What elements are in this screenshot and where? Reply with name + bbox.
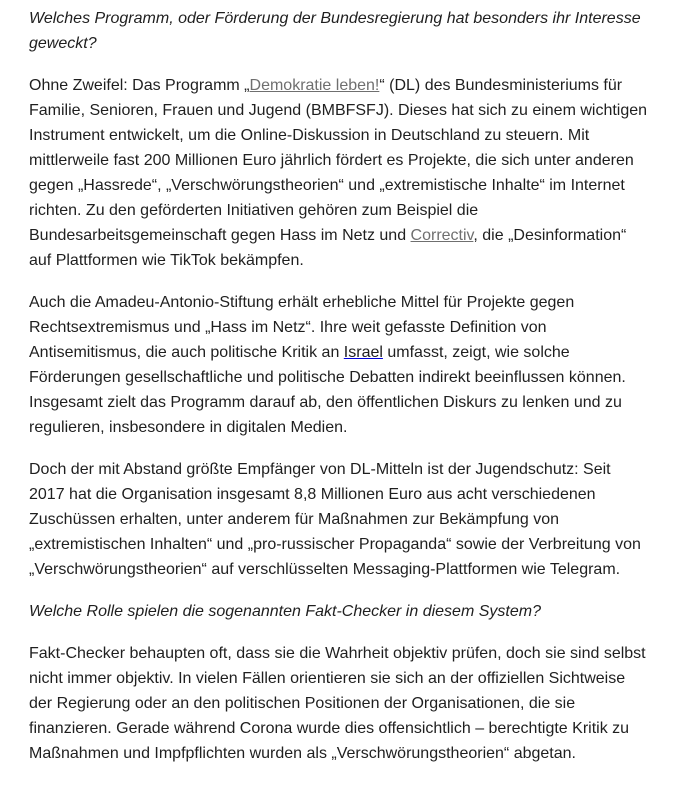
- correctiv-link[interactable]: Correctiv: [410, 227, 474, 244]
- israel-link[interactable]: Israel: [343, 344, 383, 361]
- demokratie-leben-link[interactable]: Demokratie leben!: [249, 77, 380, 94]
- text-run: Fakt-Checker behaupten oft, dass sie die Wahrheit objektiv prüfen, doch sie sind selbst nicht immer objektiv. In vielen Fällen orientieren sie sich an der offiziellen Sichtweise der Regierung oder an den politischen Positionen der Organisationen, die sie finanzieren. Gerade während Corona wurde dies offensichtlich – berechtigte Kritik zu Maßnahmen und Impfpflichten wurden als „Verschwörungstheorien“ abgetan.: [29, 645, 646, 762]
- text-run: , die „Desinformation“ auf Plattformen wie TikTok bekämpfen.: [29, 227, 627, 269]
- paragraph: [29, 73, 650, 273]
- text-run: Auch die Amadeu-Antonio-Stiftung erhält erhebliche Mittel für Projekte gegen Rechtsextremismus und „Hass im Netz“. Ihre weit gefasste Definition von Antisemitismus, die auch politische Kritik an: [29, 294, 575, 361]
- text-run: Welche Rolle spielen die sogenannten Fakt-Checker in diesem System?: [29, 603, 541, 620]
- paragraph: [29, 641, 650, 766]
- paragraph: [29, 290, 650, 440]
- interview-question: [29, 6, 650, 56]
- interview-question: [29, 599, 650, 624]
- text-run: Ohne Zweifel: Das Programm „: [29, 77, 250, 94]
- text-run: Doch der mit Abstand größte Empfänger von DL-Mitteln ist der Jugendschutz: Seit 2017 hat die Organisation insgesamt 8,8 Millionen Euro aus acht verschiedenen Zuschüssen erhalten, unter anderem für Maßnahmen zur Bekämpfung von „extremistischen Inhalten“ und „pro-russischer Propaganda“ sowie der Verbreitung von „Verschwörungstheorien“ auf verschlüsselten Messaging-Plattformen wie Telegram.: [29, 461, 641, 578]
- paragraph: [29, 457, 650, 582]
- text-run: Welches Programm, oder Förderung der Bundesregierung hat besonders ihr Interesse geweckt?: [29, 10, 641, 52]
- text-run: umfasst, zeigt, wie solche Förderungen gesellschaftliche und politische Debatten indirekt beeinflussen können. Insgesamt zielt das Programm darauf ab, den öffentlichen Diskurs zu lenken und zu regulieren, insbesondere in digitalen Medien.: [29, 344, 626, 436]
- text-run: “ (DL) des Bundesministeriums für Familie, Senioren, Frauen und Jugend (BMBFSFJ). Dieses hat sich zu einem wichtigen Instrument entwickelt, um die Online-Diskussion in Deutschland zu steuern. Mit mittlerweile fast 200 Millionen Euro jährlich fördert es Projekte, die sich unter anderen gegen „Hassrede“, „Verschwörungstheorien“ und „extremistische Inhalte“ im Internet richten. Zu den geförderten Initiativen gehören zum Beispiel die Bundesarbeitsgemeinschaft gegen Hass im Netz und: [29, 77, 648, 244]
